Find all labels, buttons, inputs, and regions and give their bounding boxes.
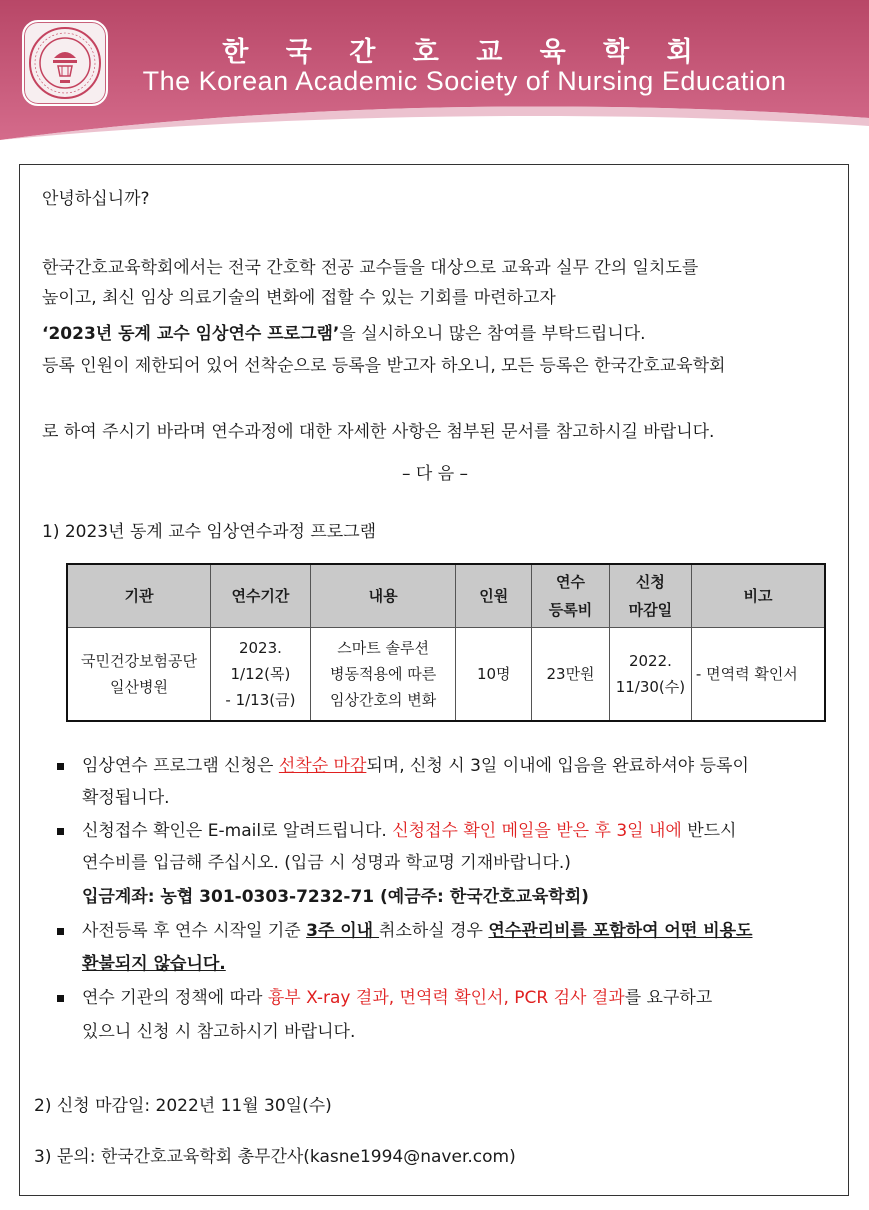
cell-content: 스마트 솔루션 병동적용에 따른 임상간호의 변화 bbox=[310, 628, 455, 722]
bullet-4-line-2: 있으니 신청 시 참고하시기 바랍니다. bbox=[82, 1022, 356, 1042]
bullet-square-icon bbox=[56, 827, 65, 836]
contact-info: 3) 문의: 한국간호교육학회 총무간사(kasne1994@naver.com) bbox=[34, 1147, 516, 1167]
bullet-square-icon bbox=[56, 762, 65, 771]
header-period: 연수기간 bbox=[211, 564, 311, 628]
intro-line-3-rest: 을 실시하오니 많은 참여를 부탁드립니다. bbox=[339, 324, 646, 344]
bullet-1-line-2: 확정됩니다. bbox=[82, 788, 170, 808]
bank-account: 입금계좌: 농협 301-0303-7232-71 (예금주: 한국간호교육학회) bbox=[82, 887, 589, 907]
bullet-2-line-1: 신청접수 확인은 E-mail로 알려드립니다. 신청접수 확인 메일을 받은 후 3일 내에 반드시 bbox=[82, 821, 737, 841]
header-banner bbox=[0, 0, 869, 140]
intro-line-2: 높이고, 최신 임상 의료기술의 변화에 접할 수 있는 기회를 마련하고자 bbox=[42, 288, 556, 308]
bullet-3-line-2: 환불되지 않습니다. bbox=[82, 954, 226, 974]
society-title-english: The Korean Academic Society of Nursing Education bbox=[142, 66, 787, 96]
cell-fee: 23만원 bbox=[532, 628, 610, 722]
header-deadline: 신청 마감일 bbox=[609, 564, 691, 628]
greeting: 안녕하십니까? bbox=[42, 189, 150, 209]
bullet-3-line-1: 사전등록 후 연수 시작일 기준 3주 이내 취소하실 경우 연수관리비를 포함하여 어떤 비용도 bbox=[82, 921, 753, 941]
payment-window-note: 신청접수 확인 메일을 받은 후 3일 내에 bbox=[392, 821, 682, 841]
section-divider-heading: – 다 음 – bbox=[401, 464, 469, 484]
intro-line-3 bbox=[42, 322, 646, 346]
intro-line-4: 등록 인원이 제한되어 있어 선착순으로 등록을 받고자 하오니, 모든 등록은 한국간호교육학회 bbox=[42, 356, 726, 376]
program-name: ‘2023년 동계 교수 임상연수 프로그램’ bbox=[42, 324, 340, 344]
cell-note: - 면역력 확인서 bbox=[691, 628, 825, 722]
bullet-square-icon bbox=[56, 927, 65, 936]
cell-institution: 국민건강보험공단 일산병원 bbox=[67, 628, 211, 722]
table-row bbox=[67, 628, 825, 722]
header-institution: 기관 bbox=[67, 564, 211, 628]
program-table bbox=[66, 563, 826, 722]
society-title-korean: 한 국 간 호 교 육 학 회 bbox=[222, 37, 707, 68]
bullet-2-line-2: 연수비를 입금해 주십시오. (입금 시 성명과 학교명 기재바랍니다.) bbox=[82, 853, 571, 873]
cell-deadline: 2022. 11/30(수) bbox=[609, 628, 691, 722]
table-header-row bbox=[67, 564, 825, 628]
required-documents: 흉부 X-ray 결과, 면역력 확인서, PCR 검사 결과 bbox=[267, 988, 625, 1008]
cell-period: 2023. 1/12(목) - 1/13(금) bbox=[211, 628, 311, 722]
bullet-4-line-1: 연수 기관의 정책에 따라 흉부 X-ray 결과, 면역력 확인서, PCR 검사 결과를 요구하고 bbox=[82, 988, 713, 1008]
intro-line-5: 로 하여 주시기 바라며 연수과정에 대한 자세한 사항은 첨부된 문서를 참고하시길 바랍니다. bbox=[42, 422, 715, 442]
section-1-heading: 1) 2023년 동계 교수 임상연수과정 프로그램 bbox=[42, 522, 377, 542]
header-fee: 연수 등록비 bbox=[532, 564, 610, 628]
bullet-1-line-1: 임상연수 프로그램 신청은 선착순 마감되며, 신청 시 3일 이내에 입음을 완료하셔야 등록이 bbox=[82, 756, 749, 776]
application-deadline: 2) 신청 마감일: 2022년 11월 30일(수) bbox=[34, 1096, 332, 1116]
first-come-deadline: 선착순 마감 bbox=[278, 756, 367, 776]
header-content: 내용 bbox=[310, 564, 455, 628]
cell-people: 10명 bbox=[456, 628, 532, 722]
intro-line-1: 한국간호교육학회에서는 전국 간호학 전공 교수들을 대상으로 교육과 실무 간의 일치도를 bbox=[42, 258, 699, 278]
header-people: 인원 bbox=[456, 564, 532, 628]
letter-body bbox=[19, 164, 849, 1196]
bullet-square-icon bbox=[56, 994, 65, 1003]
header-note: 비고 bbox=[691, 564, 825, 628]
